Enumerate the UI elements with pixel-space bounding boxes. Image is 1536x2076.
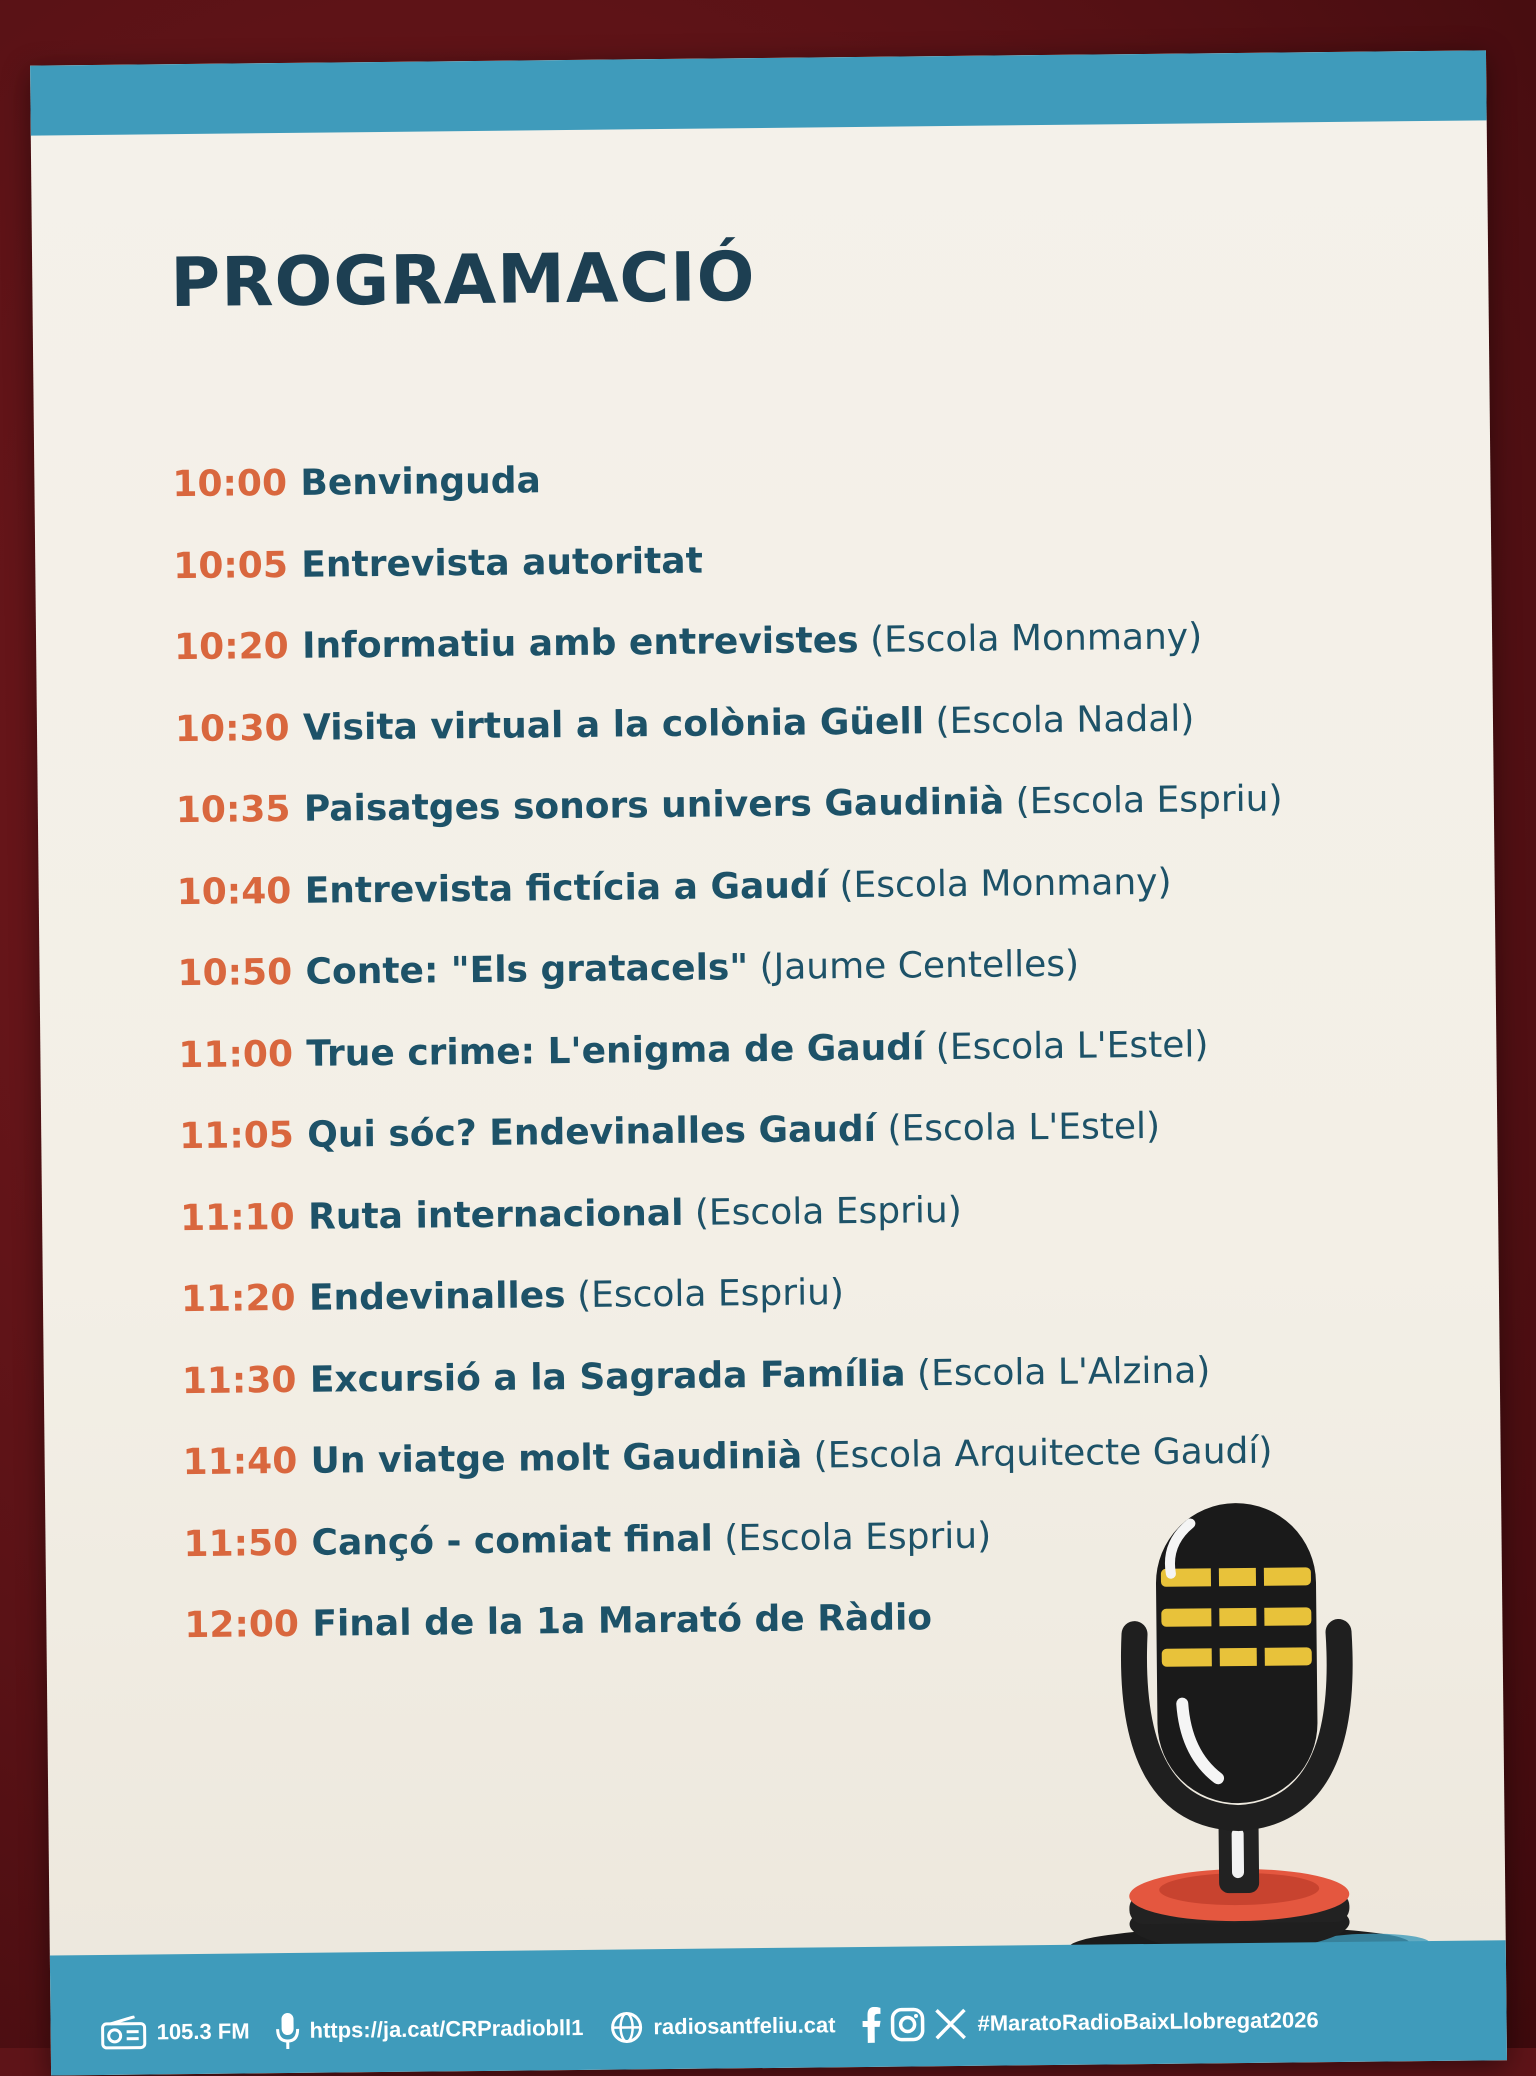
event-title: Ruta internacional xyxy=(308,1192,684,1237)
event-school: (Escola Nadal) xyxy=(935,698,1194,742)
schedule-event xyxy=(302,616,1202,666)
schedule-time: 10:35 xyxy=(176,789,304,831)
schedule-time: 10:30 xyxy=(175,707,303,749)
schedule-row xyxy=(182,1347,1463,1442)
event-title: Paisatges sonors univers Gaudinià xyxy=(304,781,1005,829)
event-school: (Escola L'Estel) xyxy=(887,1106,1160,1150)
schedule-time: 10:20 xyxy=(174,626,302,668)
schedule-row xyxy=(176,777,1457,872)
facebook-icon[interactable] xyxy=(861,2007,881,2043)
schedule-time: 10:00 xyxy=(172,463,300,505)
flyer-title: PROGRAMACIÓ xyxy=(170,238,756,323)
schedule-event xyxy=(309,1272,844,1319)
event-school: (Jaume Centelles) xyxy=(759,944,1079,988)
x-icon[interactable] xyxy=(933,2007,967,2041)
schedule-time: 11:30 xyxy=(182,1359,310,1401)
radio-icon xyxy=(100,2016,146,2050)
event-school: (Escola Espriu) xyxy=(695,1189,962,1233)
schedule-row xyxy=(181,1266,1462,1361)
schedule-event xyxy=(305,944,1079,993)
website-link[interactable]: radiosantfeliu.cat xyxy=(653,2012,835,2040)
event-title: Benvinguda xyxy=(300,460,541,504)
social-item xyxy=(861,2002,1318,2043)
event-school: (Escola Monmany) xyxy=(839,861,1171,905)
schedule-row xyxy=(172,451,1453,546)
schedule-event xyxy=(312,1597,932,1644)
microphone-icon xyxy=(275,2011,299,2051)
event-title: Un viatge molt Gaudinià xyxy=(310,1436,802,1482)
program-flyer xyxy=(30,50,1507,2075)
schedule-time: 11:10 xyxy=(180,1196,308,1238)
stream-link[interactable]: https://ja.cat/CRPradiobll1 xyxy=(309,2015,583,2044)
schedule-event xyxy=(306,1024,1208,1074)
stream-item[interactable] xyxy=(275,2008,583,2051)
schedule-time: 11:20 xyxy=(181,1278,309,1320)
event-title: Entrevista fictícia a Gaudí xyxy=(304,865,828,911)
event-school: (Escola Espriu) xyxy=(724,1515,991,1559)
schedule-row xyxy=(174,614,1455,709)
schedule-time: 12:00 xyxy=(184,1604,312,1646)
schedule-event xyxy=(300,460,541,504)
schedule-row xyxy=(173,532,1454,627)
schedule-row xyxy=(180,1184,1461,1279)
schedule-time: 10:50 xyxy=(177,952,305,994)
schedule-event xyxy=(310,1431,1272,1482)
schedule-row xyxy=(178,1021,1459,1116)
frequency-text: 105.3 FM xyxy=(157,2018,250,2045)
schedule-event xyxy=(311,1515,991,1563)
event-title: Endevinalles xyxy=(309,1275,566,1319)
globe-icon xyxy=(609,2010,643,2044)
event-title: Informatiu amb entrevistes xyxy=(302,620,859,667)
schedule-time: 11:40 xyxy=(182,1441,310,1483)
event-title: True crime: L'enigma de Gaudí xyxy=(306,1027,924,1074)
schedule-event xyxy=(310,1350,1211,1400)
event-title: Visita virtual a la colònia Güell xyxy=(303,701,925,749)
event-school: (Escola Espriu) xyxy=(1015,779,1282,823)
frequency-item xyxy=(100,2014,249,2050)
top-color-band xyxy=(30,50,1487,135)
event-title: Conte: "Els gratacels" xyxy=(305,947,748,993)
schedule-event xyxy=(308,1189,962,1237)
event-school: (Escola Espriu) xyxy=(577,1272,844,1316)
microphone-illustration xyxy=(1065,1481,1450,1975)
hashtag-text: #MaratoRadioBaixLlobregat2026 xyxy=(977,2007,1318,2037)
schedule-time: 10:05 xyxy=(173,544,301,586)
website-item[interactable] xyxy=(609,2008,835,2044)
event-title: Excursió a la Sagrada Família xyxy=(310,1353,906,1400)
event-title: Final de la 1a Marató de Ràdio xyxy=(312,1597,932,1644)
event-title: Qui sóc? Endevinalles Gaudí xyxy=(307,1109,876,1156)
schedule-event xyxy=(303,698,1195,748)
schedule-time: 11:00 xyxy=(178,1033,306,1075)
event-school: (Escola L'Estel) xyxy=(936,1024,1209,1068)
schedule-time: 11:50 xyxy=(183,1522,311,1564)
schedule-event xyxy=(301,540,703,585)
schedule-row xyxy=(175,695,1456,790)
schedule-event xyxy=(304,861,1171,911)
event-school: (Escola L'Alzina) xyxy=(917,1350,1211,1394)
schedule-event xyxy=(307,1106,1160,1156)
schedule-row xyxy=(179,1103,1460,1198)
event-title: Cançó - comiat final xyxy=(311,1518,713,1563)
schedule-row xyxy=(176,858,1457,953)
schedule-time: 10:40 xyxy=(176,870,304,912)
event-school: (Escola Monmany) xyxy=(870,616,1202,660)
event-school: (Escola Arquitecte Gaudí) xyxy=(813,1431,1272,1477)
event-title: Entrevista autoritat xyxy=(301,540,703,585)
instagram-icon[interactable] xyxy=(889,2006,925,2042)
schedule-time: 11:05 xyxy=(179,1115,307,1157)
schedule-row xyxy=(177,940,1458,1035)
